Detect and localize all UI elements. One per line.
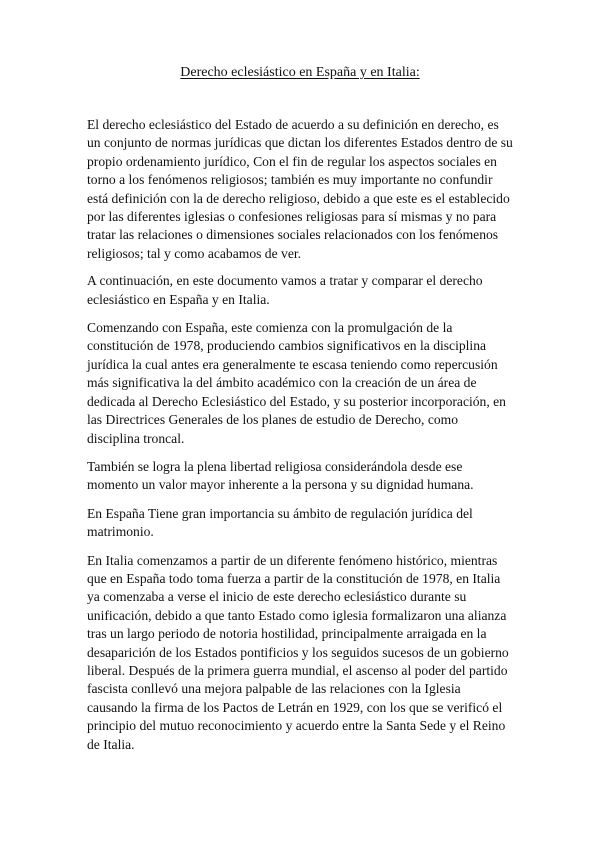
paragraph-religious-freedom: También se logra la plena libertad religiosa considerándola desde ese momento un valor mayor inherente a la persona y su dignidad humana. — [87, 458, 474, 493]
document-body — [87, 116, 513, 764]
document-title-text: Derecho eclesiástico en España y en Italia: — [180, 65, 420, 80]
document-title — [0, 64, 600, 82]
paragraph-definition: El derecho eclesiástico del Estado de acuerdo a su definición en derecho, es un conjunto de normas jurídicas que dictan los diferentes Estados dentro de su propio ordenamiento jurídico, Con el fin de regular los aspectos sociales en torno a los fenómenos religiosos; también es muy importante no confundir está definición con la de derecho religioso, debido a que este es el establecido por las diferentes iglesias o confesiones religiosas para sí mismas y no para tratar las relaciones o dimensiones sociales relacionados con los fenómenos religiosos; tal y como acabamos de ver. — [87, 117, 513, 261]
paragraph-spain-constitution: Comenzando con España, este comienza con la promulgación de la constitución de 1978, produciendo cambios significativos en la disciplina jurídica la cual antes era generalmente te escasa teniendo como repercusión más significativa la del ámbito académico con la creación de un área de dedicada al Derecho Eclesiástico del Estado, y su posterior incorporación, en las Directrices Generales de los planes de estudio de Derecho, como disciplina troncal. — [87, 320, 506, 446]
paragraph-italy: En Italia comenzamos a partir de un diferente fenómeno histórico, mientras que en España todo toma fuerza a partir de la constitución de 1978, en Italia ya comenzaba a verse el inicio de este derecho eclesiástico durante su unificación, debido a que tanto Estado como iglesia formalizaron una alianza tras un largo periodo de notoria hostilidad, principalmente arraigada en la desaparición de los Estados pontificios y los seguidos sucesos de un gobierno liberal. Después de la primera guerra mundial, el ascenso al poder del partido fascista conllevó una mejora palpable de las relaciones con la Iglesia causando la firma de los Pactos de Letrán en 1929, con los que se verificó el principio del mutuo reconocimiento y acuerdo entre la Santa Sede y el Reino de Italia. — [87, 552, 509, 752]
paragraph-intro: A continuación, en este documento vamos a tratar y comparar el derecho eclesiástico en España y en Italia. — [87, 273, 483, 307]
paragraph-marriage: En España Tiene gran importancia su ámbito de regulación jurídica del matrimonio. — [87, 505, 473, 540]
